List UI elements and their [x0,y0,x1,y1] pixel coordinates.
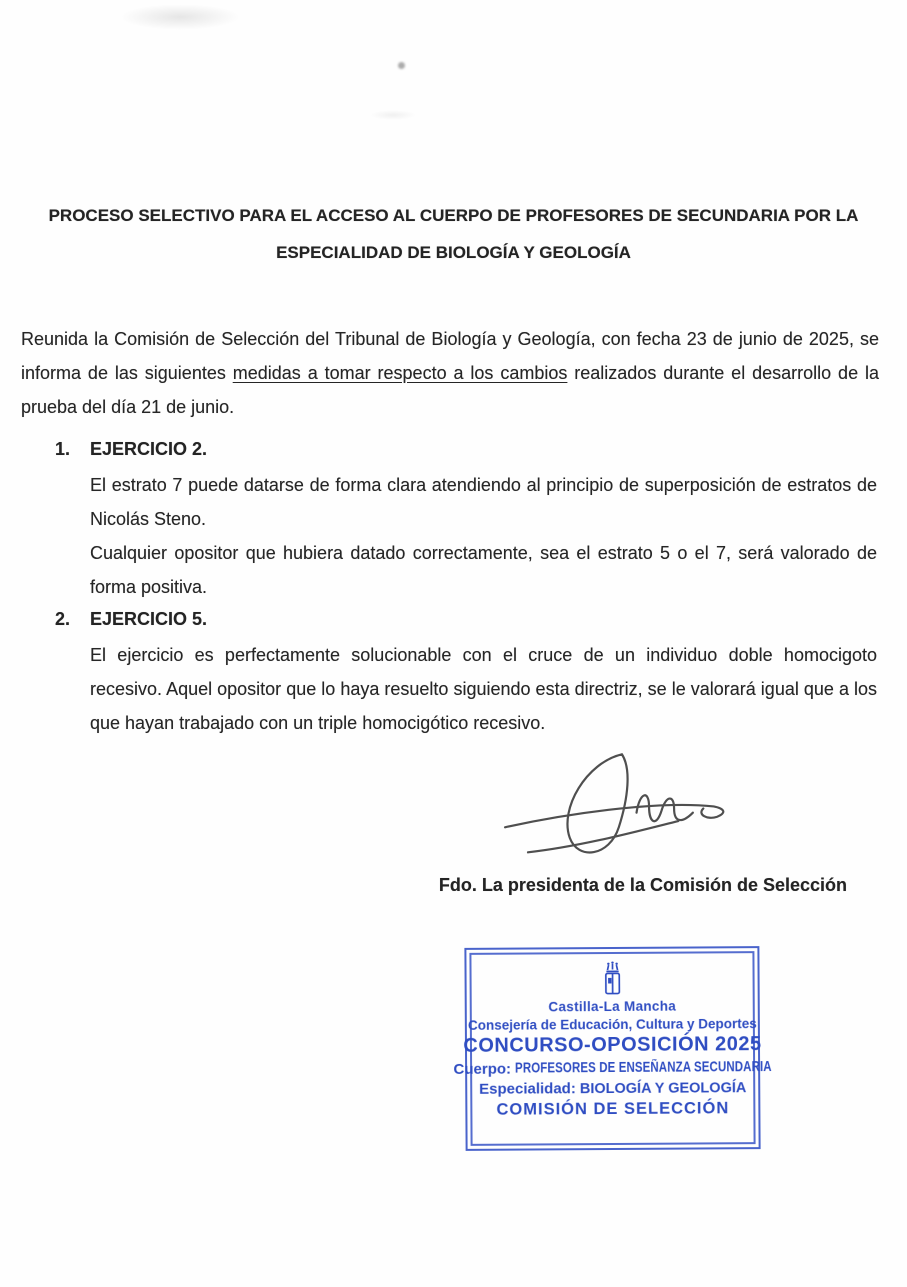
item-number: 2. [55,609,71,629]
stamp-department: Consejería de Educación, Cultura y Deportes [467,1016,757,1033]
stamp-cuerpo-label: Cuerpo: [453,1060,512,1078]
intro-paragraph [21,322,879,424]
scan-artifact-dot [398,62,405,69]
item-heading: EJERCICIO 5. [90,609,208,629]
stamp-especialidad-row [479,1079,746,1098]
stamp-cuerpo-row [453,1059,771,1078]
stamp-especialidad-label: Especialidad: [479,1080,576,1098]
title-line-1: PROCESO SELECTIVO PARA EL ACCESO AL CUERPO DE PROFESORES DE SECUNDARIA POR LA [48,206,859,225]
scan-smudge [120,4,240,30]
item-heading-row [55,432,877,466]
stamp-cuerpo-value: PROFESORES DE ENSEÑANZA SECUNDARIA [515,1060,772,1077]
item-paragraph: El estrato 7 puede datarse de forma clara atendiendo al principio de superposición de estratos de Nicolás Steno. [90,475,877,529]
item-heading-row [55,602,877,636]
stamp-region-name: Castilla-La Mancha [548,998,677,1015]
intro-text-after: realizados durante el desarrollo de la prueba del día 21 de junio. [21,363,879,417]
castilla-la-mancha-emblem-icon [597,960,627,998]
list-item-ejercicio-5 [55,602,877,740]
stamp-process-title: CONCURSO-OPOSICIÓN 2025 [463,1033,762,1057]
title-line-2: ESPECIALIDAD DE BIOLOGÍA Y GEOLOGÍA [276,243,631,262]
stamp-committee-name: COMISIÓN DE SELECCIÓN [496,1099,730,1119]
item-heading: EJERCICIO 2. [90,439,208,459]
stamp-inner-border [453,951,772,1146]
scan-smudge [370,110,416,120]
handwritten-signature [498,748,750,868]
list-item-ejercicio-2 [55,432,877,604]
intro-text-before: Reunida la Comisión de Selección del Tribunal de Biología y Geología, con fecha 23 de junio de 2025, se informa de las siguientes [21,329,879,383]
document-title [0,197,907,271]
signature-caption: Fdo. La presidenta de la Comisión de Selección [438,875,847,895]
intro-underlined-text: medidas a tomar respecto a los cambios [232,363,568,383]
item-number: 1. [55,439,71,459]
official-stamp [453,946,772,1151]
item-paragraph: El ejercicio es perfectamente solucionable con el cruce de un individuo doble homocigoto recesivo. Aquel opositor que lo haya resuelto siguiendo esta directriz, se le valorará igual que a los que hayan trabajado con un triple homocigótico recesivo. [90,645,877,733]
stamp-especialidad-value: BIOLOGÍA Y GEOLOGÍA [579,1080,747,1098]
item-paragraph: Cualquier opositor que hubiera datado correctamente, sea el estrato 5 o el 7, será valorado de forma positiva. [90,543,877,597]
